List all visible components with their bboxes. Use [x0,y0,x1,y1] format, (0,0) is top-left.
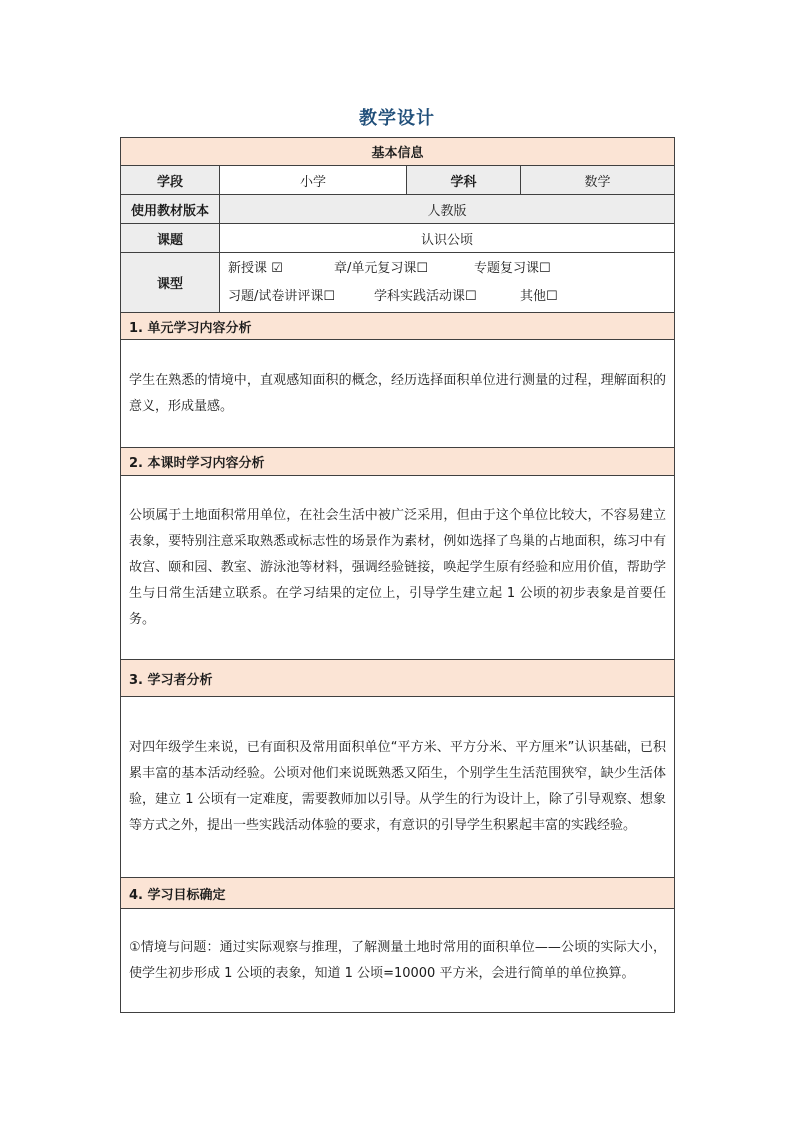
subject-value: 数学 [521,166,675,195]
section-4-header-row [121,878,675,909]
lesson-type-topic-review[interactable]: 专题复习课☐ [474,260,551,276]
section-1-heading: 1. 单元学习内容分析 [121,313,675,340]
subject-label: 学科 [407,166,521,195]
basic-info-header: 基本信息 [121,138,675,166]
section-2-header-row [121,448,675,476]
lesson-type-row [121,253,675,313]
section-4-content: ①情境与问题：通过实际观察与推理，了解测量土地时常用的面积单位——公顷的实际大小，使学生初步形成 1 公顷的表象，知道 1 公顷=10000 平方米，会进行简单的单位换算。 [121,909,675,1013]
page-title: 教学设计 [359,108,435,129]
stage-subject-row [121,166,675,195]
section-1-content: 学生在熟悉的情境中，直观感知面积的概念，经历选择面积单位进行测量的过程，理解面积的意义，形成量感。 [121,340,675,448]
lesson-type-options [220,253,675,313]
textbook-row [121,195,675,224]
section-3-header-row [121,660,675,697]
stage-label: 学段 [121,166,220,195]
lesson-type-exercise-review[interactable]: 习题/试卷讲评课☐ [228,288,336,304]
lesson-types-row-1 [228,255,666,283]
section-1-header-row [121,313,675,340]
lesson-types-row-2 [228,283,666,311]
topic-label: 课题 [121,224,220,253]
lesson-type-other[interactable]: 其他☐ [520,288,558,304]
lesson-type-practice-activity[interactable]: 学科实践活动课☐ [374,288,477,304]
section-2-body-row [121,476,675,660]
topic-row [121,224,675,253]
section-2-content: 公顷属于土地面积常用单位，在社会生活中被广泛采用，但由于这个单位比较大，不容易建立表象，要特别注意采取熟悉或标志性的场景作为素材，例如选择了鸟巢的占地面积，练习中有故宫、颐和园、教室、游泳池等材料，强调经验链接，唤起学生原有经验和应用价值，帮助学生与日常生活建立联系。在学习结果的定位上，引导学生建立起 1 公顷的初步表象是首要任务。 [121,476,675,660]
section-3-content: 对四年级学生来说，已有面积及常用面积单位“平方米、平方分米、平方厘米”认识基础，已积累丰富的基本活动经验。公顷对他们来说既熟悉又陌生，个别学生生活范围狭窄，缺少生活体验，建立 1 公顷有一定难度，需要教师加以引导。从学生的行为设计上，除了引导观察、想象等方式之外，提出一些实践活动体验的要求，有意识的引导学生积累起丰富的实践经验。 [121,697,675,878]
section-1-body-row [121,340,675,448]
lesson-type-new[interactable]: 新授课 ☑ [228,260,283,276]
lesson-type-unit-review[interactable]: 章/单元复习课☐ [334,260,429,276]
topic-value: 认识公顷 [220,224,675,253]
section-4-heading: 4. 学习目标确定 [121,878,675,909]
section-3-body-row [121,697,675,878]
stage-value: 小学 [220,166,407,195]
section-2-heading: 2. 本课时学习内容分析 [121,448,675,476]
type-label: 课型 [121,253,220,313]
section-3-heading: 3. 学习者分析 [121,660,675,697]
section-4-body-row [121,909,675,1013]
basic-info-header-row [121,138,675,166]
textbook-label: 使用教材版本 [121,195,220,224]
textbook-value: 人教版 [220,195,675,224]
lesson-design-table [120,137,675,1013]
